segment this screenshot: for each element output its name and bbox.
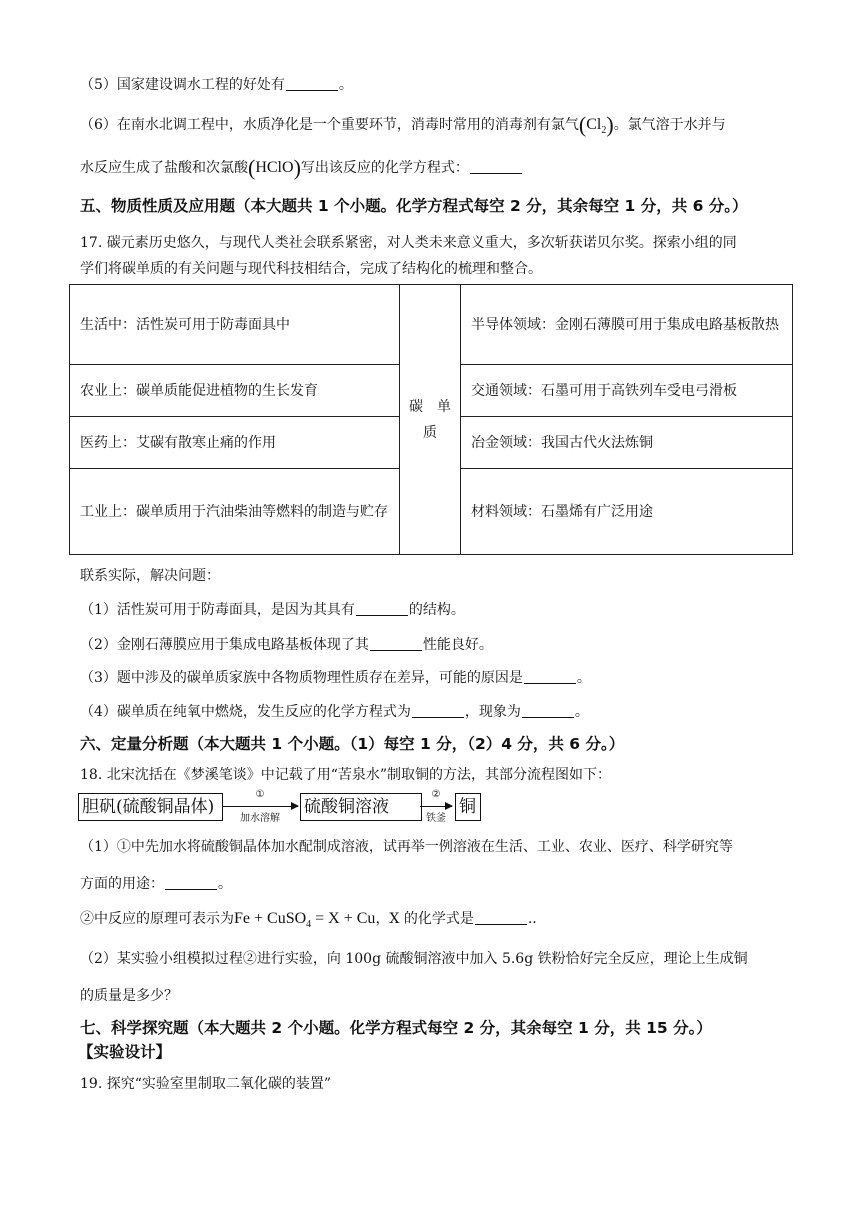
q17-intro-line2: 学们将碳单质的有关问题与现代科技相结合，完成了结构化的梳理和整合。 (80, 261, 542, 277)
flow-arrow-1 (222, 806, 298, 807)
table-cell: 农业上：碳单质能促进植物的生长发育 (70, 365, 400, 417)
answer-blank[interactable] (522, 716, 574, 718)
answer-blank[interactable] (524, 682, 576, 684)
answer-blank[interactable] (412, 716, 464, 718)
q17-sub1: （1）活性炭可用于防毒面具，是因为其具有 的结构。 (80, 602, 465, 618)
answer-blank[interactable] (356, 614, 408, 616)
q18-p1-line1: （1）①中先加水将硫酸铜晶体加水配制成溶液，试再举一例溶液在生活、工业、农业、医疗、科学研究等 (80, 839, 733, 855)
hclo-formula: HClO (255, 159, 294, 176)
flow-step-1-label: 加水溶解 (240, 813, 280, 824)
experiment-design-heading: 【实验设计】 (78, 1043, 172, 1061)
q18-p2-line1: （2）某实验小组模拟过程②进行实验，向 100g 硫酸铜溶液中加入 5.6g 铁粉恰好完全反应，理论上生成铜 (80, 951, 748, 967)
flow-step-2-label: 铁釜 (426, 813, 446, 824)
q18-p1-line2: 方面的用途： 。 (80, 876, 232, 892)
section-7-heading: 七、科学探究题（本大题共 2 个小题。化学方程式每空 2 分，其余每空 1 分，共 15 分。） (80, 1019, 712, 1037)
table-cell: 材料领域：石墨烯有广泛用途 (461, 469, 793, 555)
flow-step-1-number: ① (255, 789, 265, 800)
q17-sub2: （2）金刚石薄膜应用于集成电路基板体现了其 性能良好。 (80, 637, 493, 653)
answer-blank[interactable] (475, 923, 527, 925)
table-cell: 交通领域：石墨可用于高铁列车受电弓滑板 (461, 365, 793, 417)
answer-blank[interactable] (286, 89, 338, 91)
q16-part6-line2: 水反应生成了盐酸和次氯酸(HClO)写出该反应的化学方程式： (80, 155, 523, 181)
reaction-equation: Fe + CuSO$_4$ = X + Cu (234, 910, 376, 931)
q18-intro: 18. 北宋沈括在《梦溪笔谈》中记载了用“苦泉水”制取铜的方法，其部分流程图如下： (80, 767, 612, 783)
answer-blank[interactable] (470, 172, 522, 174)
q17-sub3: （3）题中涉及的碳单质家族中各物质物理性质存在差异，可能的原因是 。 (80, 670, 591, 686)
table-center-cell: 碳 单 质 (400, 285, 461, 555)
answer-blank[interactable] (370, 649, 422, 651)
q19-intro: 19. 探究“实验室里制取二氧化碳的装置” (80, 1076, 332, 1092)
table-cell: 半导体领域：金刚石薄膜可用于集成电路基板散热 (461, 285, 793, 365)
flow-arrow-2 (420, 806, 452, 807)
carbon-structure-table (69, 284, 793, 555)
cl2-formula: $Cl_2$ (586, 116, 607, 137)
q16-part6-line1: （6）在南水北调工程中，水质净化是一个重要环节，消毒时常用的消毒剂有氯气$(Cl_2)$。氯气溶于水并与 (80, 112, 726, 137)
table-cell: 医药上：艾碳有散寒止痛的作用 (70, 417, 400, 469)
q16-part5: （5）国家建设调水工程的好处有 。 (80, 77, 353, 93)
q17-intro-line1: 17. 碳元素历史悠久，与现代人类社会联系紧密，对人类未来意义重大，多次斩获诺贝尔奖。探索小组的同 (80, 235, 737, 251)
table-cell: 冶金领域：我国古代火法炼铜 (461, 417, 793, 469)
q17-lead: 联系实际，解决问题： (80, 568, 220, 584)
section-6-heading: 六、定量分析题（本大题共 1 个小题。（1）每空 1 分，（2）4 分，共 6 分。） (80, 735, 625, 753)
q18-reaction-line: ②中反应的原理可表示为Fe + CuSO$_4$ = X + Cu，X 的化学式是 .. (80, 910, 537, 931)
answer-blank[interactable] (165, 888, 217, 890)
q17-sub4: （4）碳单质在纯氧中燃烧，发生反应的化学方程式为 ，现象为 。 (80, 704, 589, 720)
table-cell: 生活中：活性炭可用于防毒面具中 (70, 285, 400, 365)
section-5-heading: 五、物质性质及应用题（本大题共 1 个小题。化学方程式每空 2 分，其余每空 1 分，共 6 分。） (80, 197, 748, 215)
table-cell: 工业上：碳单质用于汽油柴油等燃料的制造与贮存 (70, 469, 400, 555)
flow-box-copper: 铜 (455, 793, 481, 821)
q18-p2-line2: 的质量是多少？ (80, 988, 178, 1004)
flow-box-blue-vitriol: 胆矾(硫酸铜晶体) (78, 793, 223, 821)
flow-step-2-number: ② (431, 789, 441, 800)
flow-box-copper-sulfate-solution: 硫酸铜溶液 (300, 793, 422, 821)
